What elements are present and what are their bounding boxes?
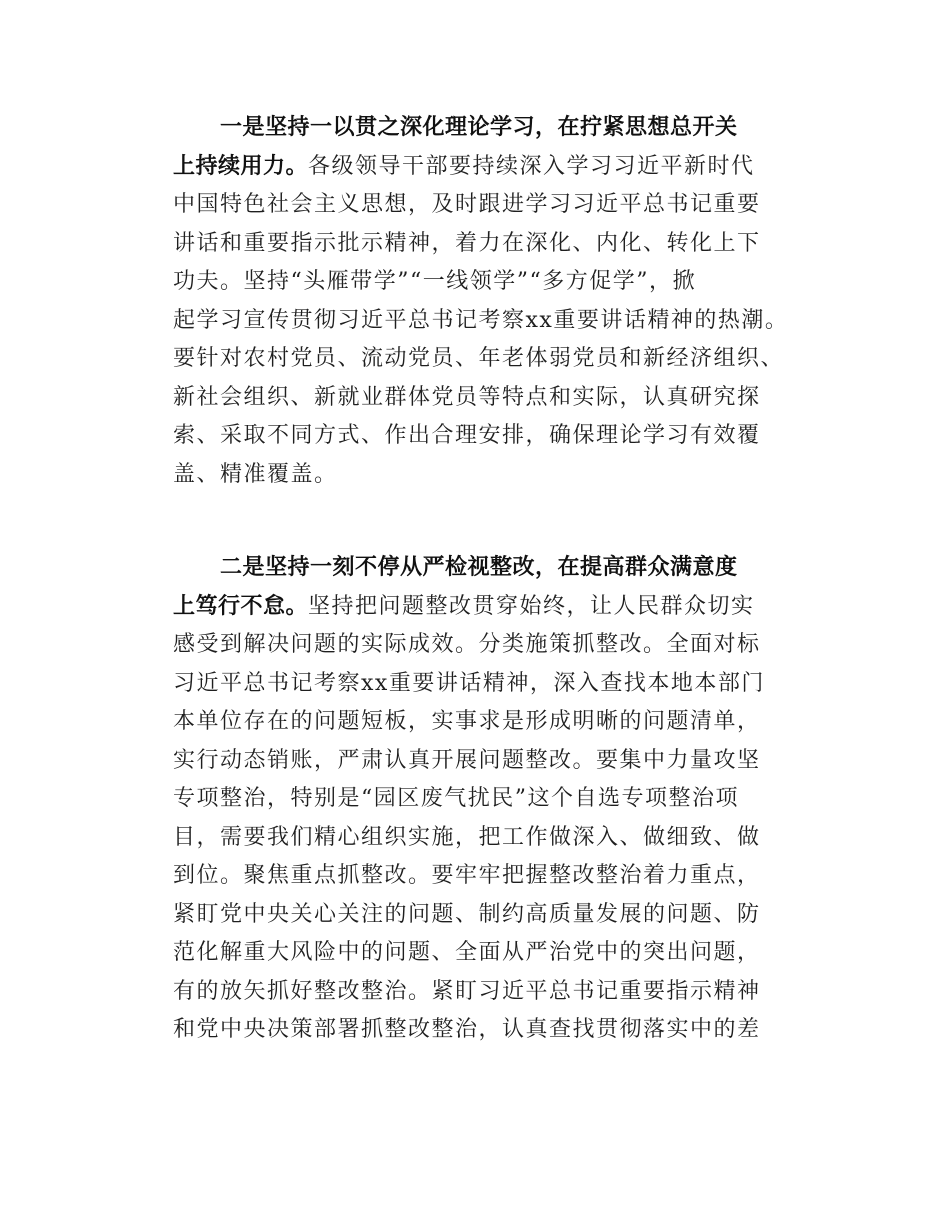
body-text: 范化解重大风险中的问题、全面从严治党中的突出问题， [173,940,761,965]
body-text: 习近平总书记考察xx重要讲话精神，深入查找本地本部门 [173,670,765,696]
text-line [173,302,813,341]
bold-heading: 上笃行不怠。 [173,593,309,619]
text-line [173,263,813,302]
text-line [173,703,813,742]
body-text: 到位。聚焦重点抓整改。要牢牢把握整改整治着力重点， [173,863,761,888]
text-line [173,549,813,588]
text-line [173,148,813,187]
text-line [173,896,813,935]
body-text: 起学习宣传贯彻习近平总书记考察xx重要讲话精神的热潮。 [173,307,789,333]
bold-heading: 一是坚持一以贯之深化理论学习，在拧紧思想总开关 [220,115,738,140]
body-text: 中国特色社会主义思想，及时跟进学习习近平总书记重要 [173,192,761,217]
body-text: 专项整治，特别是“园区废气扰民”这个自选专项整治项 [173,786,739,811]
bold-heading: 上持续用力。 [173,153,309,179]
body-text: 功夫。坚持“头雁带学”“一线领学”“多方促学”，掀 [173,269,696,294]
body-text: 本单位存在的问题短板，实事求是形成明晰的问题清单， [173,709,761,734]
text-line [173,626,813,665]
bold-heading: 二是坚持一刻不停从严检视整改，在提高群众满意度 [220,555,738,580]
text-line [173,225,813,264]
body-text: 实行动态销账，严肃认真开展问题整改。要集中力量攻坚 [173,747,761,773]
text-line [173,340,813,379]
text-line [173,379,813,418]
text-line [173,934,813,973]
body-text: 和党中央决策部署抓整改整治，认真查找贯彻落实中的差 [173,1017,761,1042]
text-line [173,973,813,1012]
text-line [173,780,813,819]
text-line [173,1011,813,1050]
paragraph-1 [173,109,813,494]
text-line [173,857,813,896]
paragraph-2 [173,549,813,1050]
text-line [173,588,813,627]
text-line [173,742,813,781]
text-line [173,456,813,495]
text-line [173,819,813,858]
body-text: 坚持把问题整改贯穿始终，让人民群众切实 [308,593,755,619]
body-text: 新社会组织、新就业群体党员等特点和实际，认真研究探 [173,384,761,410]
body-text: 紧盯党中央关心关注的问题、制约高质量发展的问题、防 [173,901,761,927]
body-text: 盖、精准覆盖。 [173,461,338,487]
text-line [173,417,813,456]
text-line [173,186,813,225]
text-line [173,109,813,148]
body-text: 目，需要我们精心组织实施，把工作做深入、做细致、做 [173,824,761,850]
body-text: 各级领导干部要持续深入学习习近平新时代 [308,153,755,179]
text-line [173,665,813,704]
body-text: 感受到解决问题的实际成效。分类施策抓整改。全面对标 [173,632,761,657]
body-text: 要针对农村党员、流动党员、年老体弱党员和新经济组织、 [173,346,785,371]
body-text: 有的放矢抓好整改整治。紧盯习近平总书记重要指示精神 [173,978,761,1004]
body-text: 索、采取不同方式、作出合理安排，确保理论学习有效覆 [173,423,761,448]
body-text: 讲话和重要指示批示精神，着力在深化、内化、转化上下 [173,230,761,256]
